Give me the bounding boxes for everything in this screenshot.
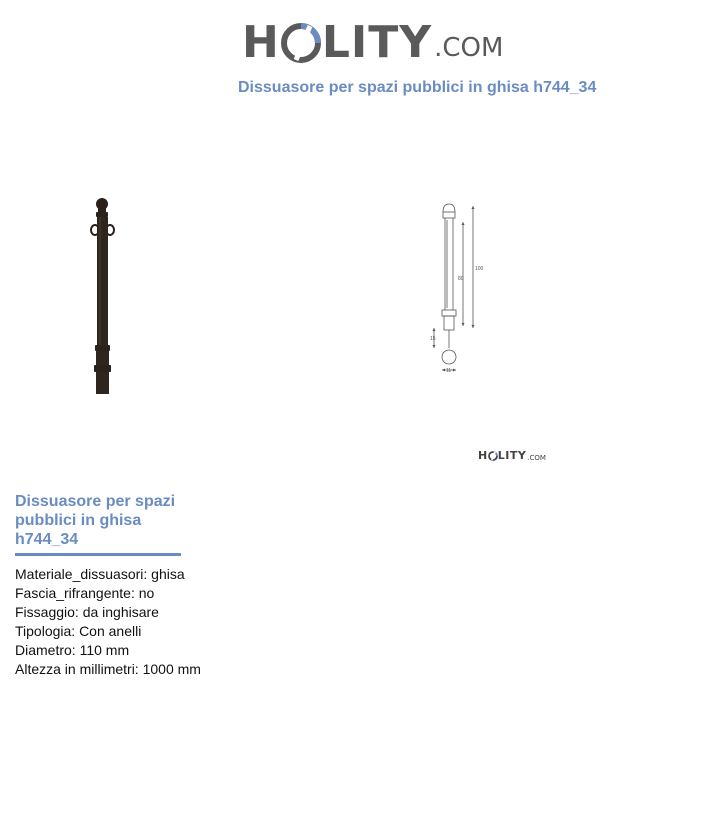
logo-tld: .COM (434, 33, 504, 63)
product-title: Dissuasore per spazi pubblici in ghisa h744_34 (15, 493, 176, 548)
spec-type: Tipologia: Con anelli (15, 623, 142, 639)
drawing-label-100: 100 (475, 266, 484, 272)
technical-drawing (425, 200, 485, 378)
spec-fixing: Fissaggio: da inghisare (15, 604, 159, 620)
spec-diameter: Diametro: 110 mm (15, 642, 130, 658)
drawing-label-11: 11 (446, 368, 452, 374)
drawing-label-80: 80 (458, 276, 464, 282)
spec-list (15, 565, 201, 679)
bollard-photo (80, 195, 125, 400)
spec-height: Altezza in millimetri: 1000 mm (15, 661, 201, 677)
title-divider (15, 553, 181, 556)
watermark-letter-h: H (478, 449, 488, 462)
logo-wordmark (242, 18, 432, 68)
holity-o-icon (281, 23, 321, 63)
page-title: Dissuasore per spazi pubblici in ghisa h744_34 (238, 79, 597, 96)
logo-letter-h: H (242, 17, 280, 68)
site-logo[interactable] (242, 12, 503, 68)
watermark-logo (478, 446, 546, 462)
spec-reflective-band: Fascia_rifrangente: no (15, 585, 155, 601)
watermark-letters-lity: LITY (497, 449, 527, 462)
watermark-wordmark (478, 449, 526, 462)
spec-material: Materiale_dissuasori: ghisa (15, 566, 185, 582)
watermark-tld: .COM (527, 454, 546, 462)
logo-letters-lity: LITY (321, 17, 433, 68)
holity-o-small-icon (488, 451, 498, 461)
drawing-label-15: 15 (430, 336, 436, 342)
